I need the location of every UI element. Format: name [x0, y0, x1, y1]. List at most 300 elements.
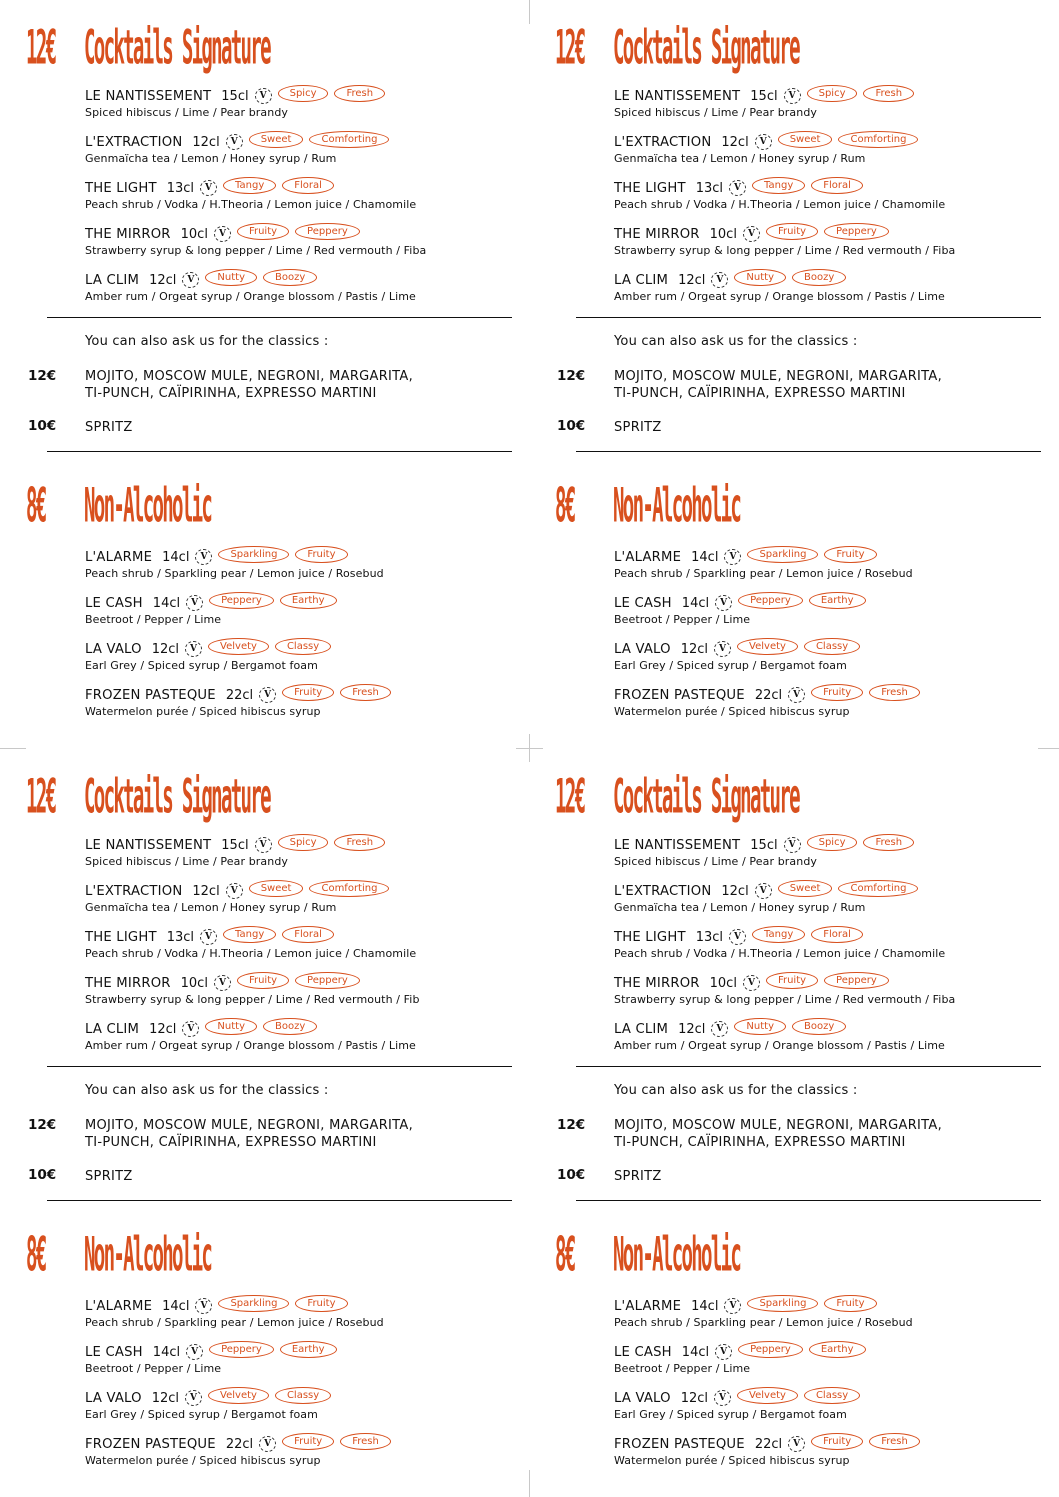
menu-item-header — [85, 271, 525, 289]
classics-line: MOJITO, MOSCOW MULE, NEGRONI, MARGARITA, — [614, 1118, 943, 1133]
item-name: FROZEN PASTEQUE — [85, 1436, 216, 1452]
flavor-tag: Sparkling — [747, 546, 818, 563]
menu-item — [85, 548, 525, 594]
menu-item — [614, 548, 1054, 594]
item-ingredients: Beetroot / Pepper / Lime — [85, 613, 222, 626]
vegan-icon: V — [226, 134, 243, 150]
flavor-tag: Comforting — [838, 131, 918, 148]
classics-price: 12€ — [557, 368, 586, 384]
signature-list — [85, 87, 525, 317]
menu-item-header — [614, 882, 1054, 900]
flavor-tag: Nutty — [205, 269, 257, 286]
item-ingredients: Spiced hibiscus / Lime / Pear brandy — [614, 855, 818, 868]
flavor-tag: Classy — [275, 1387, 331, 1404]
flavor-tag: Sparkling — [218, 546, 289, 563]
item-name: LA VALO — [614, 641, 671, 657]
classics-line: TI-PUNCH, CAÏPIRINHA, EXPRESSO MARTINI — [85, 1135, 377, 1150]
item-ingredients: Peach shrub / Vodka / H.Theoria / Lemon juice / Chamomile — [85, 947, 417, 960]
menu-item — [614, 87, 1054, 133]
vegan-icon: V — [714, 641, 731, 657]
item-name: LE CASH — [85, 595, 143, 611]
item-volume: 12cl — [149, 1021, 177, 1037]
flavor-tag: Nutty — [205, 1018, 257, 1035]
item-volume: 13cl — [695, 929, 724, 945]
item-name: LE NANTISSEMENT — [614, 837, 741, 853]
flavor-tag: Floral — [811, 177, 863, 194]
menu-item-header — [614, 594, 1054, 612]
flavor-tag: Sweet — [249, 880, 304, 897]
menu-item — [614, 928, 1054, 974]
menu-item-header — [614, 1020, 1054, 1038]
item-name: LE CASH — [614, 1344, 672, 1360]
item-volume: 10cl — [180, 226, 208, 242]
menu-item-header — [85, 179, 525, 197]
menu-item-header — [614, 640, 1054, 658]
flavor-tag: Classy — [804, 638, 860, 655]
menu-item — [85, 1435, 525, 1481]
menu-copy — [529, 0, 1058, 748]
menu-item — [614, 594, 1054, 640]
flavor-tag: Sweet — [778, 131, 833, 148]
menu-item-header — [85, 640, 525, 658]
section-price: 8€ — [555, 1227, 575, 1284]
flavor-tag: Peppery — [738, 1341, 803, 1358]
flavor-tag: Sparkling — [218, 1295, 289, 1312]
item-volume: 12cl — [192, 883, 220, 899]
classics-note: You can also ask us for the classics : — [85, 334, 329, 349]
flavor-tag: Sweet — [778, 880, 833, 897]
item-name: THE LIGHT — [85, 180, 157, 196]
menu-item — [614, 179, 1054, 225]
section-title: Cocktails Signature — [84, 20, 270, 77]
flavor-tag: Fruity — [295, 1295, 347, 1312]
classics-line: TI-PUNCH, CAÏPIRINHA, EXPRESSO MARTINI — [85, 386, 377, 401]
menu-item-header — [85, 87, 525, 105]
classics-list — [85, 368, 413, 402]
menu-item — [85, 640, 525, 686]
item-name: L'ALARME — [85, 549, 153, 565]
non-alcoholic-list — [614, 548, 1054, 732]
item-name: L'EXTRACTION — [85, 883, 183, 899]
flavor-tag: Comforting — [838, 880, 918, 897]
flavor-tag: Velvety — [737, 1387, 798, 1404]
item-name: L'EXTRACTION — [614, 883, 712, 899]
item-name: LE NANTISSEMENT — [614, 88, 741, 104]
classics-list: SPRITZ — [85, 1169, 133, 1184]
flavor-tag: Floral — [282, 177, 334, 194]
vegan-icon: V — [714, 1390, 731, 1406]
menu-copy — [0, 0, 529, 748]
item-volume: 12cl — [721, 134, 749, 150]
menu-item-header — [85, 133, 525, 151]
item-name: L'ALARME — [614, 549, 682, 565]
flavor-tag: Peppery — [824, 223, 889, 240]
section-title: Non-Alcoholic — [613, 1227, 741, 1284]
classics-line: MOJITO, MOSCOW MULE, NEGRONI, MARGARITA, — [85, 1118, 414, 1133]
vegan-icon: V — [226, 883, 243, 899]
item-name: LE CASH — [85, 1344, 143, 1360]
divider — [576, 451, 1041, 452]
classics-note: You can also ask us for the classics : — [614, 334, 858, 349]
classics-list: SPRITZ — [614, 420, 662, 435]
flavor-tag: Earthy — [809, 592, 866, 609]
divider — [576, 1200, 1041, 1201]
menu-item-header — [85, 1435, 525, 1453]
flavor-tag: Fruity — [295, 546, 347, 563]
vegan-icon: V — [182, 1021, 199, 1037]
flavor-tag: Fruity — [811, 684, 863, 701]
flavor-tag: Tangy — [752, 177, 805, 194]
flavor-tag: Fresh — [863, 834, 914, 851]
classics-price: 10€ — [28, 1167, 57, 1183]
flavor-tag: Comforting — [309, 880, 389, 897]
item-name: FROZEN PASTEQUE — [614, 687, 745, 703]
flavor-tag: Fresh — [340, 684, 391, 701]
item-ingredients: Amber rum / Orgeat syrup / Orange blossom / Pastis / Lime — [614, 290, 945, 303]
item-ingredients: Earl Grey / Spiced syrup / Bergamot foam — [85, 659, 318, 672]
classics-price: 12€ — [28, 1117, 57, 1133]
item-name: L'ALARME — [85, 1298, 153, 1314]
menu-item — [85, 928, 525, 974]
item-volume: 13cl — [166, 929, 195, 945]
vegan-icon: V — [200, 929, 217, 945]
section-price: 12€ — [26, 20, 56, 77]
flavor-tag: Velvety — [208, 638, 269, 655]
crop-mark-bottom — [529, 1470, 530, 1497]
item-volume: 14cl — [152, 1344, 181, 1360]
menu-item — [85, 87, 525, 133]
flavor-tag: Earthy — [809, 1341, 866, 1358]
menu-item-header — [85, 1297, 525, 1315]
item-ingredients: Amber rum / Orgeat syrup / Orange blossom / Pastis / Lime — [85, 1039, 416, 1052]
menu-item-header — [85, 928, 525, 946]
menu-item — [614, 225, 1054, 271]
item-volume: 15cl — [221, 88, 249, 104]
section-title: Cocktails Signature — [613, 769, 799, 826]
classics-list: SPRITZ — [85, 420, 133, 435]
classics-list — [614, 1117, 942, 1151]
item-volume: 22cl — [225, 687, 254, 703]
flavor-tag: Spicy — [807, 834, 858, 851]
menu-item-header — [614, 1389, 1054, 1407]
vegan-icon: V — [186, 1344, 203, 1360]
item-name: THE LIGHT — [85, 929, 157, 945]
vegan-icon: V — [784, 88, 801, 104]
crop-mark-right — [1038, 748, 1059, 749]
flavor-tag: Fruity — [237, 223, 289, 240]
divider — [47, 451, 512, 452]
item-ingredients: Strawberry syrup & long pepper / Lime / Red vermouth / Fiba — [614, 993, 956, 1006]
vegan-icon: V — [182, 272, 199, 288]
item-volume: 10cl — [180, 975, 208, 991]
classics-price: 10€ — [28, 418, 57, 434]
flavor-tag: Earthy — [280, 592, 337, 609]
item-ingredients: Amber rum / Orgeat syrup / Orange blossom / Pastis / Lime — [85, 290, 416, 303]
flavor-tag: Tangy — [223, 177, 276, 194]
item-ingredients: Amber rum / Orgeat syrup / Orange blossom / Pastis / Lime — [614, 1039, 945, 1052]
item-volume: 10cl — [709, 975, 737, 991]
item-volume: 13cl — [695, 180, 724, 196]
menu-copy — [529, 749, 1058, 1497]
flavor-tag: Fruity — [282, 1433, 334, 1450]
item-name: THE LIGHT — [614, 180, 686, 196]
vegan-icon: V — [724, 549, 741, 565]
divider — [576, 317, 1041, 318]
item-volume: 12cl — [680, 1390, 709, 1406]
vegan-icon: V — [711, 272, 728, 288]
non-alcoholic-list — [85, 548, 525, 732]
section-price: 8€ — [26, 478, 46, 535]
item-ingredients: Genmaïcha tea / Lemon / Honey syrup / Rum — [614, 901, 866, 914]
signature-list — [614, 836, 1054, 1066]
item-ingredients: Spiced hibiscus / Lime / Pear brandy — [85, 106, 289, 119]
item-ingredients: Beetroot / Pepper / Lime — [614, 1362, 751, 1375]
flavor-tag: Classy — [275, 638, 331, 655]
divider — [47, 1200, 512, 1201]
vegan-icon: V — [788, 687, 805, 703]
item-volume: 12cl — [721, 883, 749, 899]
classics-price: 12€ — [28, 368, 57, 384]
classics-line: MOJITO, MOSCOW MULE, NEGRONI, MARGARITA, — [85, 369, 414, 384]
vegan-icon: V — [259, 687, 276, 703]
menu-item — [85, 1389, 525, 1435]
item-volume: 10cl — [709, 226, 737, 242]
flavor-tag: Fresh — [340, 1433, 391, 1450]
vegan-icon: V — [784, 837, 801, 853]
menu-copy — [0, 749, 529, 1497]
item-name: LE NANTISSEMENT — [85, 88, 212, 104]
item-ingredients: Genmaïcha tea / Lemon / Honey syrup / Rum — [614, 152, 866, 165]
vegan-icon: V — [788, 1436, 805, 1452]
vegan-icon: V — [214, 975, 231, 991]
item-volume: 14cl — [691, 1298, 719, 1314]
item-ingredients: Earl Grey / Spiced syrup / Bergamot foam — [85, 1408, 318, 1421]
item-volume: 14cl — [152, 595, 181, 611]
signature-list — [85, 836, 525, 1066]
item-volume: 14cl — [162, 1298, 190, 1314]
menu-item — [614, 133, 1054, 179]
menu-item — [85, 1343, 525, 1389]
menu-item-header — [85, 686, 525, 704]
item-name: THE LIGHT — [614, 929, 686, 945]
flavor-tag: Velvety — [208, 1387, 269, 1404]
flavor-tag: Fruity — [282, 684, 334, 701]
item-volume: 12cl — [149, 272, 177, 288]
item-name: L'EXTRACTION — [614, 134, 712, 150]
crop-mark-top — [529, 0, 530, 24]
flavor-tag: Boozy — [792, 269, 846, 286]
non-alcoholic-list — [85, 1297, 525, 1481]
flavor-tag: Fruity — [824, 546, 876, 563]
menu-item-header — [614, 974, 1054, 992]
flavor-tag: Peppery — [738, 592, 803, 609]
item-name: FROZEN PASTEQUE — [614, 1436, 745, 1452]
divider — [47, 317, 512, 318]
vegan-icon: V — [711, 1021, 728, 1037]
item-volume: 22cl — [754, 1436, 783, 1452]
menu-item — [85, 594, 525, 640]
flavor-tag: Boozy — [263, 1018, 317, 1035]
vegan-icon: V — [755, 883, 772, 899]
classics-price: 12€ — [557, 1117, 586, 1133]
menu-item-header — [614, 87, 1054, 105]
classics-price: 10€ — [557, 418, 586, 434]
item-volume: 14cl — [681, 595, 710, 611]
item-name: THE MIRROR — [85, 975, 171, 991]
flavor-tag: Velvety — [737, 638, 798, 655]
item-ingredients: Watermelon purée / Spiced hibiscus syrup — [614, 1454, 850, 1467]
vegan-icon: V — [715, 1344, 732, 1360]
flavor-tag: Peppery — [824, 972, 889, 989]
menu-item — [614, 836, 1054, 882]
vegan-icon: V — [259, 1436, 276, 1452]
item-volume: 15cl — [750, 88, 778, 104]
menu-item — [85, 686, 525, 732]
item-ingredients: Peach shrub / Vodka / H.Theoria / Lemon juice / Chamomile — [614, 947, 946, 960]
menu-item — [614, 1020, 1054, 1066]
menu-item-header — [85, 548, 525, 566]
vegan-icon: V — [255, 88, 272, 104]
menu-item-header — [614, 1343, 1054, 1361]
menu-item-header — [85, 836, 525, 854]
menu-item — [85, 882, 525, 928]
section-title: Cocktails Signature — [613, 20, 799, 77]
menu-item — [85, 836, 525, 882]
vegan-icon: V — [186, 595, 203, 611]
item-ingredients: Peach shrub / Sparkling pear / Lemon juice / Rosebud — [614, 567, 913, 580]
item-ingredients: Beetroot / Pepper / Lime — [85, 1362, 222, 1375]
item-ingredients: Strawberry syrup & long pepper / Lime / Red vermouth / Fib — [85, 993, 420, 1006]
signature-list — [614, 87, 1054, 317]
item-name: THE MIRROR — [614, 226, 700, 242]
classics-note: You can also ask us for the classics : — [614, 1083, 858, 1098]
menu-item-header — [614, 271, 1054, 289]
flavor-tag: Spicy — [278, 834, 329, 851]
item-ingredients: Watermelon purée / Spiced hibiscus syrup — [85, 705, 321, 718]
section-title: Cocktails Signature — [84, 769, 270, 826]
item-ingredients: Strawberry syrup & long pepper / Lime / Red vermouth / Fiba — [85, 244, 427, 257]
section-price: 8€ — [26, 1227, 46, 1284]
item-volume: 12cl — [192, 134, 220, 150]
menu-item — [85, 179, 525, 225]
flavor-tag: Nutty — [734, 1018, 786, 1035]
menu-item — [85, 1297, 525, 1343]
menu-item — [614, 640, 1054, 686]
section-price: 12€ — [555, 20, 585, 77]
menu-item-header — [614, 686, 1054, 704]
item-ingredients: Spiced hibiscus / Lime / Pear brandy — [614, 106, 818, 119]
vegan-icon: V — [214, 226, 231, 242]
menu-item-header — [614, 133, 1054, 151]
item-volume: 12cl — [151, 1390, 180, 1406]
flavor-tag: Boozy — [792, 1018, 846, 1035]
item-ingredients: Peach shrub / Vodka / H.Theoria / Lemon juice / Chamomile — [614, 198, 946, 211]
flavor-tag: Nutty — [734, 269, 786, 286]
flavor-tag: Classy — [804, 1387, 860, 1404]
item-name: LA CLIM — [614, 1021, 669, 1037]
item-name: LA CLIM — [85, 272, 140, 288]
menu-item — [614, 1343, 1054, 1389]
item-volume: 15cl — [750, 837, 778, 853]
item-name: LA VALO — [614, 1390, 671, 1406]
menu-item-header — [614, 225, 1054, 243]
menu-item-header — [85, 1389, 525, 1407]
item-name: LE CASH — [614, 595, 672, 611]
flavor-tag: Fruity — [237, 972, 289, 989]
item-volume: 15cl — [221, 837, 249, 853]
menu-item-header — [85, 594, 525, 612]
flavor-tag: Earthy — [280, 1341, 337, 1358]
flavor-tag: Fruity — [766, 223, 818, 240]
item-volume: 14cl — [681, 1344, 710, 1360]
item-ingredients: Watermelon purée / Spiced hibiscus syrup — [85, 1454, 321, 1467]
vegan-icon: V — [729, 180, 746, 196]
flavor-tag: Sweet — [249, 131, 304, 148]
section-title: Non-Alcoholic — [613, 478, 741, 535]
item-name: LA VALO — [85, 641, 142, 657]
menu-item — [614, 882, 1054, 928]
vegan-icon: V — [255, 837, 272, 853]
item-volume: 12cl — [680, 641, 709, 657]
vegan-icon: V — [743, 226, 760, 242]
item-ingredients: Genmaïcha tea / Lemon / Honey syrup / Rum — [85, 152, 337, 165]
item-name: L'ALARME — [614, 1298, 682, 1314]
item-name: L'EXTRACTION — [85, 134, 183, 150]
classics-list — [85, 1117, 413, 1151]
item-ingredients: Watermelon purée / Spiced hibiscus syrup — [614, 705, 850, 718]
section-price: 12€ — [26, 769, 56, 826]
section-title: Non-Alcoholic — [84, 1227, 212, 1284]
menu-item — [614, 1435, 1054, 1481]
item-volume: 22cl — [754, 687, 783, 703]
flavor-tag: Tangy — [223, 926, 276, 943]
non-alcoholic-list — [614, 1297, 1054, 1481]
menu-item-header — [614, 1435, 1054, 1453]
classics-list: SPRITZ — [614, 1169, 662, 1184]
item-ingredients: Peach shrub / Sparkling pear / Lemon juice / Rosebud — [85, 567, 384, 580]
item-ingredients: Earl Grey / Spiced syrup / Bergamot foam — [614, 659, 847, 672]
menu-item-header — [614, 836, 1054, 854]
menu-item — [85, 225, 525, 271]
menu-item — [614, 1389, 1054, 1435]
item-ingredients: Peach shrub / Sparkling pear / Lemon juice / Rosebud — [85, 1316, 384, 1329]
item-name: THE MIRROR — [85, 226, 171, 242]
item-name: LA VALO — [85, 1390, 142, 1406]
classics-price: 10€ — [557, 1167, 586, 1183]
flavor-tag: Fruity — [824, 1295, 876, 1312]
classics-line: MOJITO, MOSCOW MULE, NEGRONI, MARGARITA, — [614, 369, 943, 384]
vegan-icon: V — [195, 549, 212, 565]
section-price: 8€ — [555, 478, 575, 535]
crop-mark-left — [0, 748, 26, 749]
menu-item — [85, 1020, 525, 1066]
item-ingredients: Peach shrub / Sparkling pear / Lemon juice / Rosebud — [614, 1316, 913, 1329]
flavor-tag: Fruity — [766, 972, 818, 989]
vegan-icon: V — [200, 180, 217, 196]
menu-item-header — [85, 882, 525, 900]
flavor-tag: Fresh — [863, 85, 914, 102]
menu-item — [614, 1297, 1054, 1343]
flavor-tag: Floral — [811, 926, 863, 943]
item-name: LA CLIM — [85, 1021, 140, 1037]
flavor-tag: Tangy — [752, 926, 805, 943]
menu-item — [85, 271, 525, 317]
flavor-tag: Peppery — [209, 592, 274, 609]
flavor-tag: Comforting — [309, 131, 389, 148]
item-name: LE NANTISSEMENT — [85, 837, 212, 853]
item-ingredients: Spiced hibiscus / Lime / Pear brandy — [85, 855, 289, 868]
classics-line: TI-PUNCH, CAÏPIRINHA, EXPRESSO MARTINI — [614, 1135, 906, 1150]
